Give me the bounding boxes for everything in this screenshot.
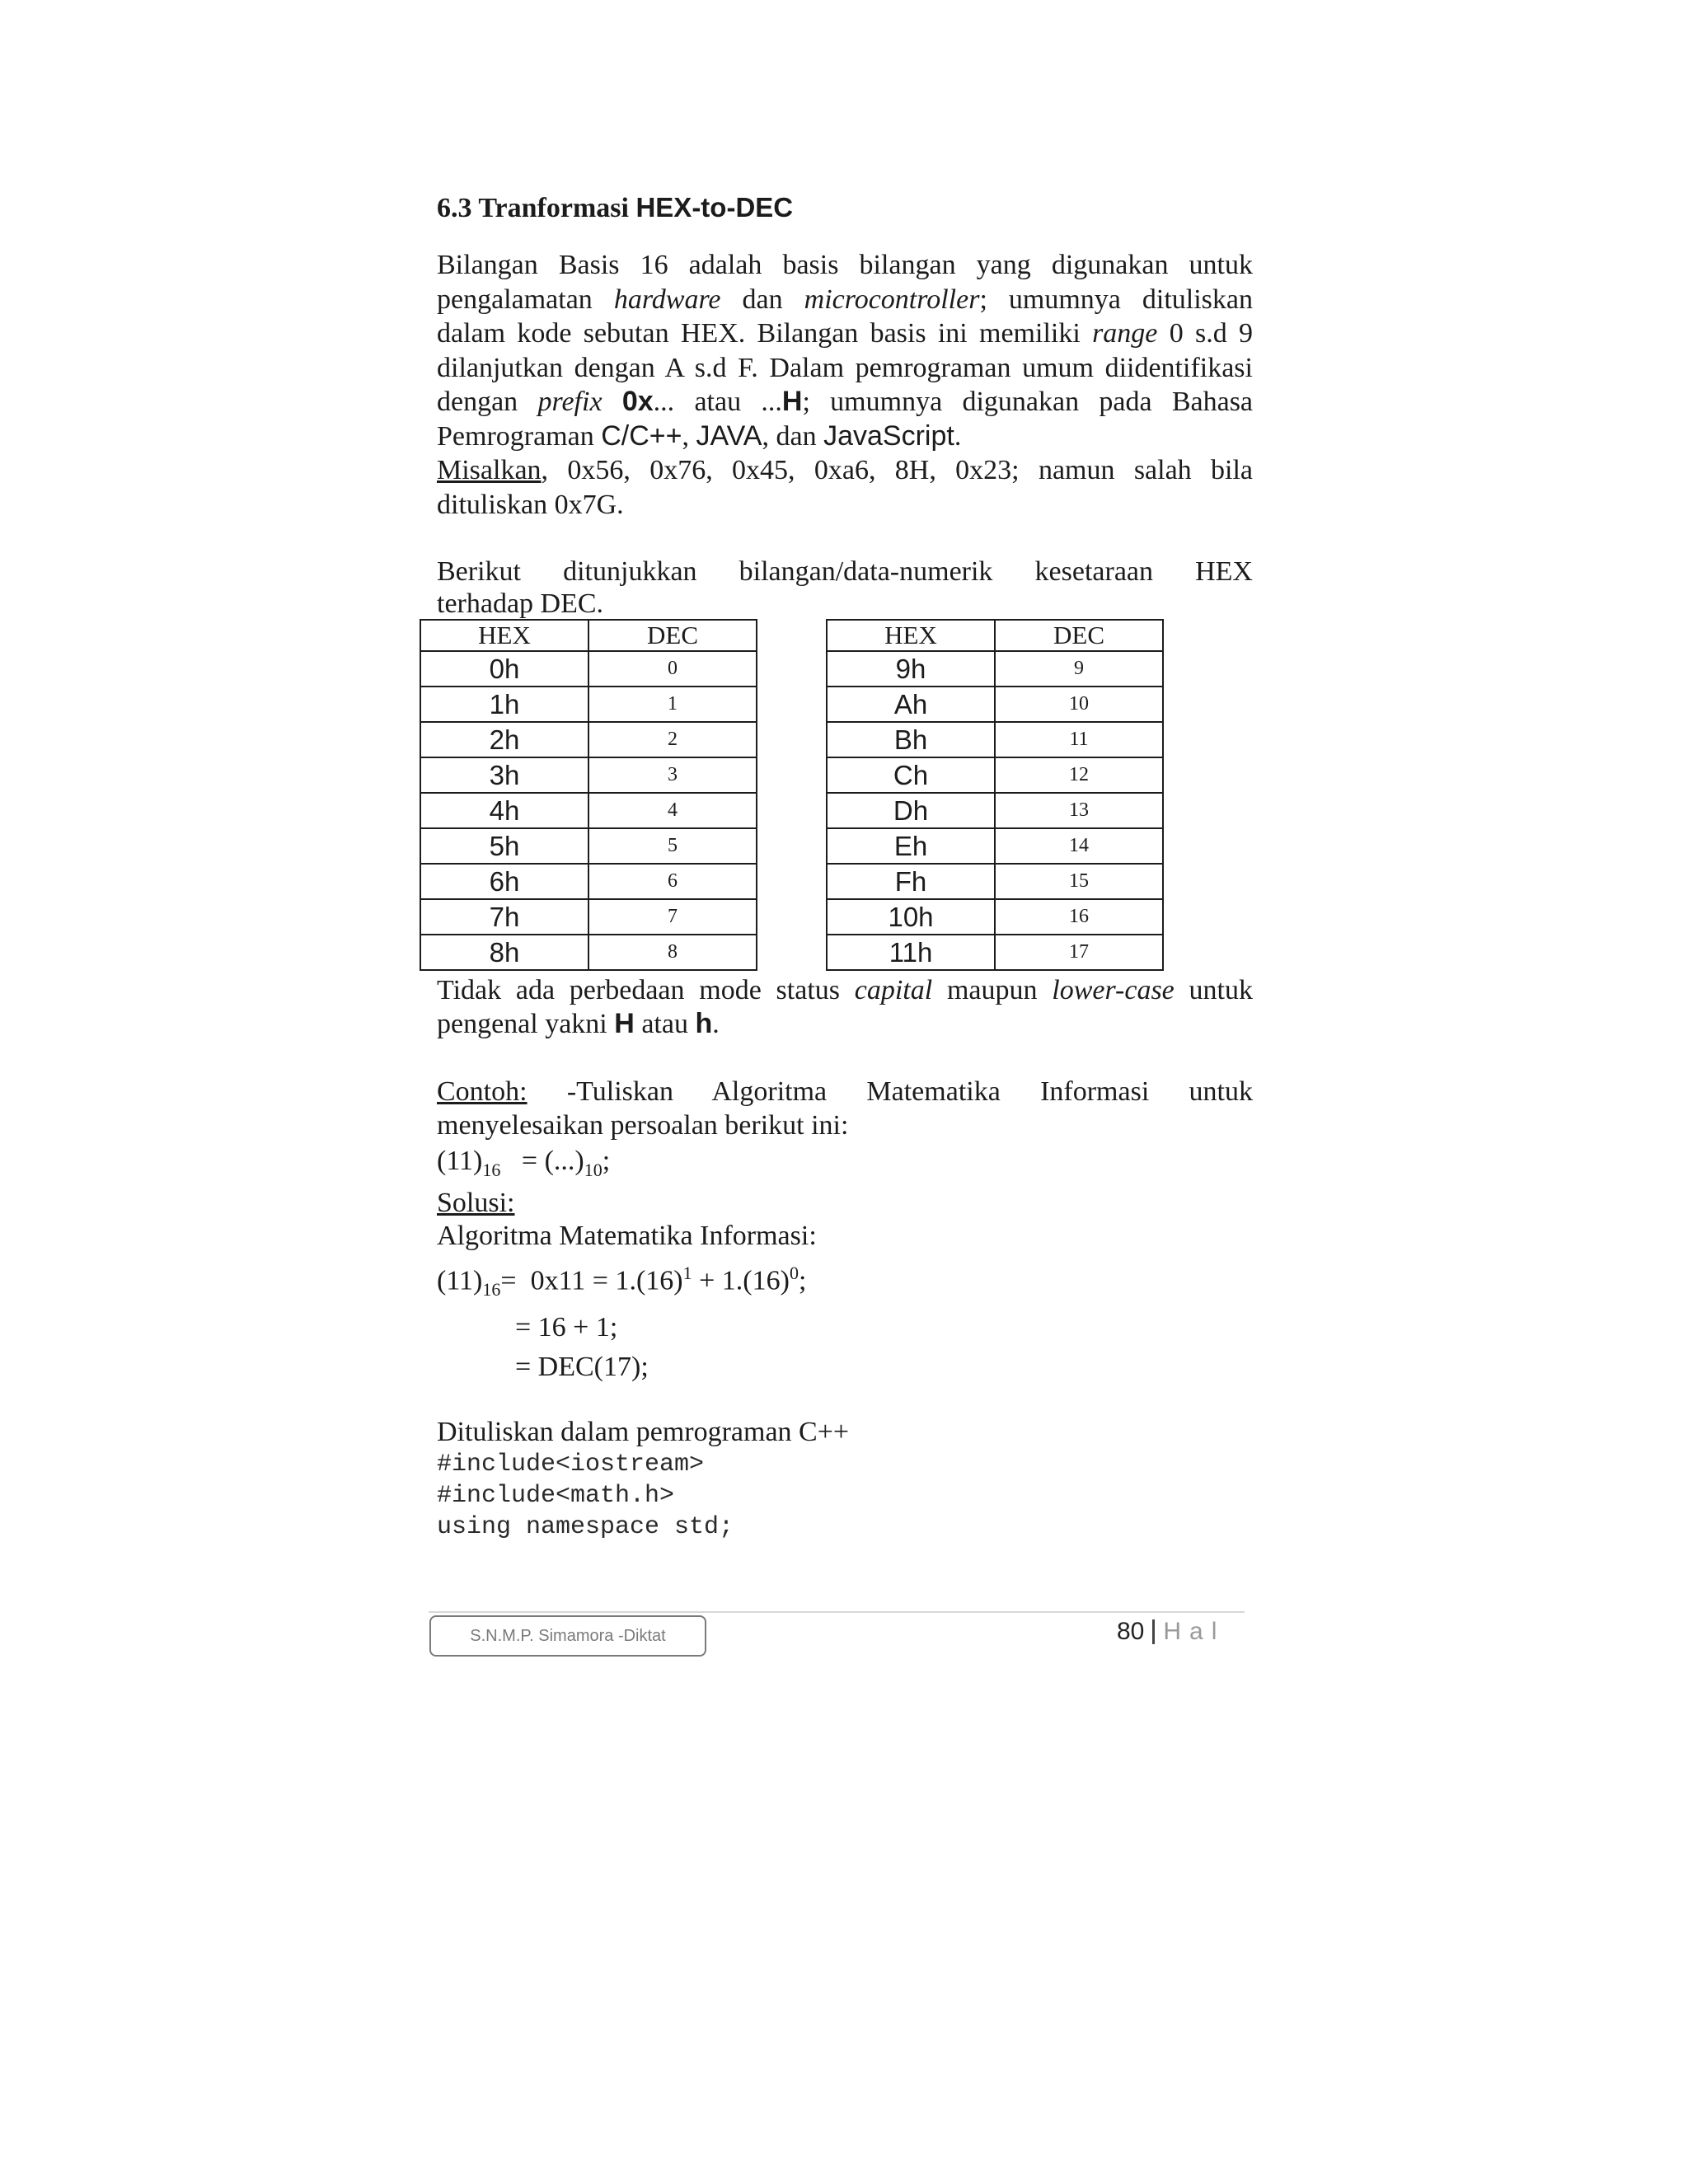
hex-cell: Bh <box>827 722 995 757</box>
text: (11) <box>437 1145 483 1176</box>
dec-cell: 10 <box>995 687 1163 722</box>
contoh-label: Contoh: <box>437 1076 528 1107</box>
lang-c: C/C++ <box>601 419 682 452</box>
hex-cell: Fh <box>827 864 995 899</box>
case-note <box>437 973 1253 1042</box>
dec-cell: 3 <box>588 757 757 793</box>
solution-step-3: = DEC(17); <box>515 1351 649 1382</box>
hex-cell: Dh <box>827 793 995 828</box>
table-row <box>827 864 1163 899</box>
dec-cell: 7 <box>588 899 757 935</box>
identifier-H: H <box>614 1008 635 1039</box>
hex-cell: Ch <box>827 757 995 793</box>
text: 0 s.d 9 dilanjutkan dengan A s.d F. Dalam pemrograman umum diidentifikasi dengan <box>437 318 1253 417</box>
dec-cell: 17 <box>995 935 1163 970</box>
page-divider-bar <box>1152 1619 1155 1644</box>
dec-cell: 12 <box>995 757 1163 793</box>
hex-dec-table-right <box>826 619 1164 971</box>
section-number: 6.3 <box>437 193 472 223</box>
text: ; <box>798 1265 807 1296</box>
text: dan <box>720 284 804 315</box>
table-row <box>420 899 757 935</box>
header-dec: DEC <box>588 620 757 651</box>
table-header-row <box>827 620 1163 651</box>
intro-paragraph <box>437 248 1253 522</box>
hex-cell: Eh <box>827 828 995 864</box>
dec-cell: 0 <box>588 651 757 687</box>
text: Bilangan Basis 16 adalah basis bilangan yang digunakan untuk pengalamatan <box>437 250 1253 315</box>
dec-cell: 16 <box>995 899 1163 935</box>
dec-cell: 2 <box>588 722 757 757</box>
prefix-0x: 0x <box>621 386 654 417</box>
solusi-text: Solusi: <box>437 1188 515 1219</box>
code-line-1: #include<iostream> <box>437 1451 705 1479</box>
footer-author-box: S.N.M.P. Simamora -Diktat <box>429 1615 706 1657</box>
dec-cell: 13 <box>995 793 1163 828</box>
footer-page-number <box>1117 1611 1225 1652</box>
code-line-3: using namespace std; <box>437 1513 734 1542</box>
code-line-2: #include<math.h> <box>437 1482 675 1511</box>
text: , <box>682 420 696 452</box>
hex-cell: 5h <box>420 828 588 864</box>
algorithm-title: Algoritma Matematika Informasi: <box>437 1221 817 1252</box>
hex-cell: 8h <box>420 935 588 970</box>
dec-cell: 4 <box>588 793 757 828</box>
table-row <box>827 793 1163 828</box>
text: ; umumnya digunakan pada Bahasa Pemrograman <box>437 387 1254 452</box>
table-row <box>827 828 1163 864</box>
table-row <box>827 899 1163 935</box>
text: , dan <box>762 420 824 452</box>
table-row <box>420 793 757 828</box>
table-header-row <box>420 620 757 651</box>
term-lower-case: lower-case <box>1052 974 1175 1005</box>
hex-cell: 3h <box>420 757 588 793</box>
header-hex: HEX <box>827 620 995 651</box>
lang-java: JAVA <box>696 419 762 452</box>
text: . <box>712 1009 720 1039</box>
dec-cell: 15 <box>995 864 1163 899</box>
header-dec: DEC <box>995 620 1163 651</box>
hex-cell: 9h <box>827 651 995 687</box>
hex-cell: 4h <box>420 793 588 828</box>
hex-cell: Ah <box>827 687 995 722</box>
text: maupun <box>932 974 1053 1005</box>
example-intro <box>437 1075 1253 1143</box>
superscript: 0 <box>789 1262 799 1283</box>
text: ... atau ... <box>653 387 782 417</box>
page-content <box>437 190 1253 1543</box>
solution-step-1 <box>437 1255 1253 1308</box>
table-row <box>420 687 757 722</box>
subscript: 16 <box>482 1159 501 1180</box>
table-row <box>827 757 1163 793</box>
hex-dec-table-left <box>420 619 757 971</box>
identifier-h: h <box>695 1008 713 1039</box>
section-title-serif: Tranformasi <box>478 193 629 223</box>
table-row <box>420 722 757 757</box>
term-prefix: prefix <box>537 387 603 417</box>
lang-javascript: JavaScript <box>823 419 954 452</box>
solution-step-2: = 16 + 1; <box>515 1311 618 1343</box>
dec-cell: 9 <box>995 651 1163 687</box>
dec-cell: 1 <box>588 687 757 722</box>
text: (11) <box>437 1265 483 1296</box>
hex-cell: 2h <box>420 722 588 757</box>
table-row <box>420 864 757 899</box>
table-row <box>827 935 1163 970</box>
dec-cell: 14 <box>995 828 1163 864</box>
text: = 0x11 = 1.(16) <box>500 1265 683 1296</box>
superscript: 1 <box>682 1262 692 1283</box>
subscript: 16 <box>482 1278 501 1300</box>
example-problem <box>437 1143 1253 1188</box>
table-row <box>827 722 1163 757</box>
text: atau <box>634 1009 696 1039</box>
term-capital: capital <box>854 974 933 1005</box>
table-row <box>827 687 1163 722</box>
suffix-h: H <box>781 386 803 417</box>
text: untuk pengenal yakni <box>437 974 1253 1039</box>
dec-cell: 8 <box>588 935 757 970</box>
term-hardware: hardware <box>613 284 721 315</box>
text: -Tuliskan Algoritma Matematika Informasi untuk menyelesaikan persoalan berikut ini: <box>437 1076 1253 1141</box>
dec-cell: 11 <box>995 722 1163 757</box>
table-row <box>827 651 1163 687</box>
hex-cell: 10h <box>827 899 995 935</box>
dec-cell: 5 <box>588 828 757 864</box>
text: + 1.(16) <box>692 1265 790 1296</box>
text: . <box>954 420 962 452</box>
solusi-label <box>437 1188 1253 1219</box>
hex-cell: 6h <box>420 864 588 899</box>
misalkan-label: Misalkan <box>437 455 542 485</box>
section-heading <box>437 190 1253 227</box>
term-microcontroller: microcontroller <box>804 284 980 315</box>
cpp-intro: Dituliskan dalam pemrograman C++ <box>437 1416 850 1447</box>
section-title-sans: HEX-to-DEC <box>635 192 794 223</box>
dec-cell: 6 <box>588 864 757 899</box>
page-number: 80 <box>1117 1618 1145 1645</box>
hex-cell: 0h <box>420 651 588 687</box>
text: = (...) <box>500 1145 584 1176</box>
subscript: 10 <box>584 1159 603 1180</box>
hex-cell: 11h <box>827 935 995 970</box>
table-intro-line2: terhadap DEC. <box>437 588 604 619</box>
hex-cell: 1h <box>420 687 588 722</box>
table-row <box>420 935 757 970</box>
term-range: range <box>1092 318 1158 349</box>
text: ; <box>602 1145 611 1176</box>
table-row <box>420 828 757 864</box>
hal-label: Hal <box>1163 1618 1226 1645</box>
text: ; umumnya dituliskan dalam kode sebutan HEX. Bilangan basis ini memiliki <box>437 284 1254 349</box>
table-row <box>420 757 757 793</box>
table-intro-line1: Berikut ditunjukkan bilangan/data-numerik kesetaraan HEX <box>437 556 1253 587</box>
hex-dec-tables <box>420 619 1260 973</box>
header-hex: HEX <box>420 620 588 651</box>
table-row <box>420 651 757 687</box>
text: Tidak ada perbedaan mode status <box>437 974 855 1005</box>
text <box>603 387 622 417</box>
hex-cell: 7h <box>420 899 588 935</box>
text: , 0x56, 0x76, 0x45, 0xa6, 8H, 0x23; namun salah bila dituliskan 0x7G. <box>437 455 1253 520</box>
